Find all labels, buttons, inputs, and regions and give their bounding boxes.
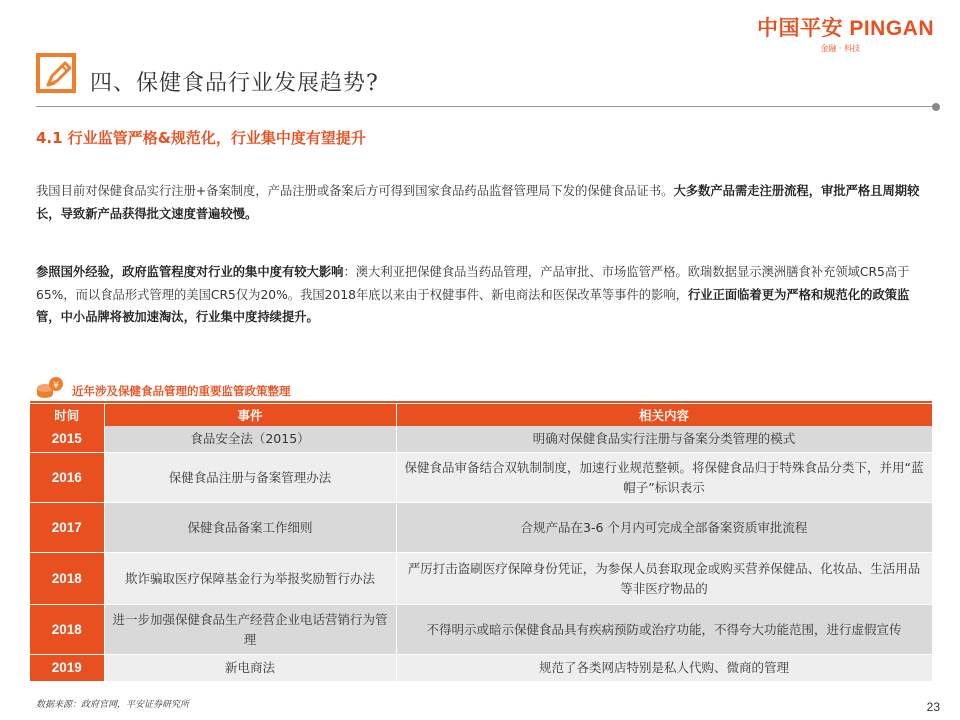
section-title: 四、保健食品行业发展趋势? <box>90 71 379 96</box>
data-source: 数据来源：政府官网，平安证券研究所 <box>36 700 190 710</box>
para2-bold2: 行业正面临着更为严格和规范化的政策监管，中小品牌将被加速淘汰，行业集中度持续提升。 <box>36 287 910 324</box>
pingan-logo <box>757 12 934 54</box>
row-event: 保健食品注册与备案管理办法 <box>104 453 396 503</box>
divider-dot <box>932 103 940 111</box>
row-year: 2018 <box>30 605 104 655</box>
policy-table <box>30 404 933 682</box>
para2-bold1: 参照国外经验，政府监管程度对行业的集中度有较大影响 <box>36 265 344 279</box>
row-content: 合规产品在3-6 个月内可完成全部备案资质审批流程 <box>396 503 932 553</box>
title-divider <box>36 106 934 107</box>
table-row <box>30 426 932 453</box>
para1-bold: 大多数产品需走注册流程，审批严格且周期较长，导致新产品获得批文速度普遍较慢。 <box>36 184 920 221</box>
subtitle: 4.1 行业监管严格&规范化，行业集中度有望提升 <box>36 129 366 147</box>
table-row <box>30 503 932 553</box>
row-event: 食品安全法（2015） <box>104 426 396 453</box>
row-content: 规范了各类网店特别是私人代购、微商的管理 <box>396 655 932 682</box>
header-time: 时间 <box>30 404 104 426</box>
table-row <box>30 453 932 503</box>
page-number: 23 <box>926 700 940 714</box>
row-content: 保健食品审备结合双轨制制度，加速行业规范整顿。将保健食品归于特殊食品分类下，并用“蓝帽子”标识表示 <box>396 453 932 503</box>
svg-text:¥: ¥ <box>53 381 59 391</box>
header-event: 事件 <box>104 404 396 426</box>
paragraph-foreign-experience <box>36 261 924 329</box>
para1-normal: 我国目前对保健食品实行注册+备案制度，产品注册或备案后方可得到国家食品药品监督管理局下发的保健食品证书。 <box>36 184 674 198</box>
table-title: 近年涉及保健食品管理的重要监管政策整理 <box>72 384 291 398</box>
table-row <box>30 655 932 682</box>
row-year: 2019 <box>30 655 104 682</box>
logo-main-text: 中国平安 PINGAN <box>756 17 934 40</box>
row-year: 2018 <box>30 553 104 605</box>
row-year: 2015 <box>30 426 104 453</box>
row-content: 明确对保健食品实行注册与备案分类管理的模式 <box>396 426 932 453</box>
coins-icon <box>36 376 66 404</box>
row-event: 保健食品备案工作细则 <box>104 503 396 553</box>
row-year: 2017 <box>30 503 104 553</box>
header-content: 相关内容 <box>396 404 932 426</box>
row-event: 欺诈骗取医疗保障基金行为举报奖励暂行办法 <box>104 553 396 605</box>
row-content: 严厉打击盗刷医疗保障身份凭证，为参保人员套取现金或购买营养保健品、化妆品、生活用品等非医疗物品的 <box>396 553 932 605</box>
table-row <box>30 553 932 605</box>
row-event: 进一步加强保健食品生产经营企业电话营销行为管理 <box>104 605 396 655</box>
table-top-rule <box>30 401 932 403</box>
table-row <box>30 605 932 655</box>
logo-sub-text: 金融 · 科技 <box>820 44 860 53</box>
row-year: 2016 <box>30 453 104 503</box>
pencil-icon <box>36 53 76 93</box>
para2-normal: ：澳大利亚把保健食品当药品管理，产品审批、市场监管严格。欧瑞数据显示澳洲膳食补充领域CR5高于65%，而以食品形式管理的美国CR5仅为20%。我国2018年底以来由于权健事件、新电商法和医保改革等事件的影响， <box>36 265 910 302</box>
table-header-row <box>30 404 932 426</box>
row-event: 新电商法 <box>104 655 396 682</box>
row-content: 不得明示或暗示保健食品具有疾病预防或治疗功能，不得夸大功能范围，进行虚假宣传 <box>396 605 932 655</box>
paragraph-registration <box>36 180 924 225</box>
